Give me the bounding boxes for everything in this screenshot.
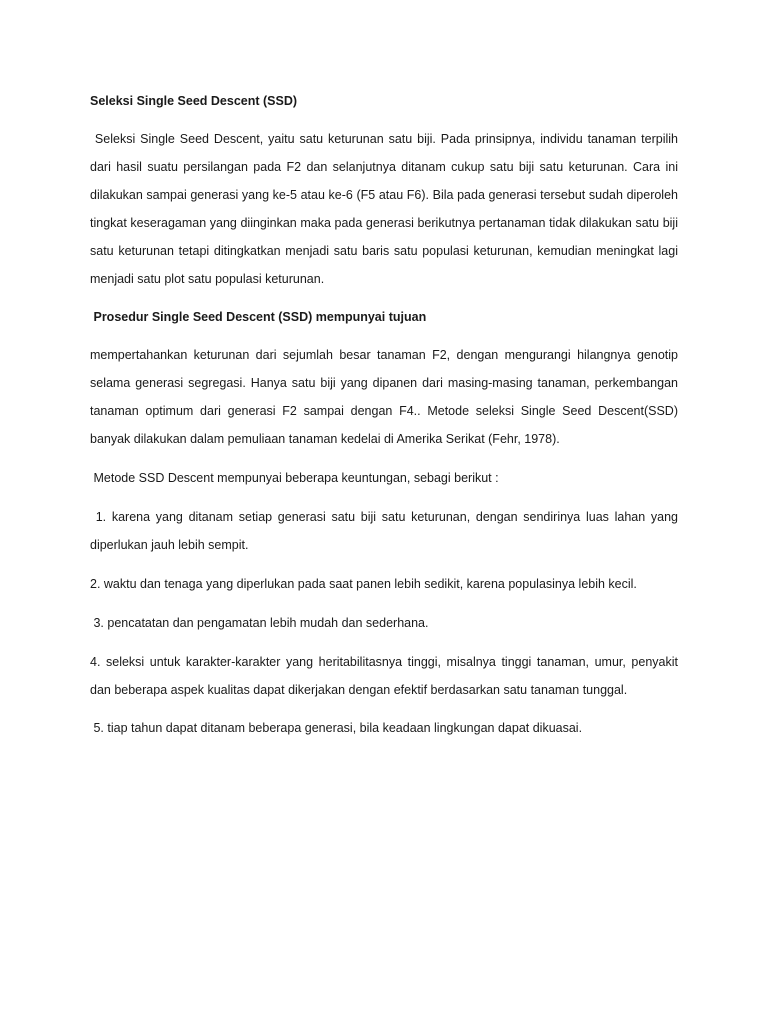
advantage-item-5: 5. tiap tahun dapat ditanam beberapa generasi, bila keadaan lingkungan dapat dikuasai. — [90, 721, 583, 736]
advantages-intro: Metode SSD Descent mempunyai beberapa keuntungan, sebagi berikut : — [90, 471, 499, 486]
advantage-item-3: 3. pencatatan dan pengamatan lebih mudah dan sederhana. — [90, 615, 429, 630]
advantage-item-2: 2. waktu dan tenaga yang diperlukan pada saat panen lebih sedikit, karena populasinya lebih kecil. — [90, 576, 637, 591]
document-title: Seleksi Single Seed Descent (SSD) — [90, 94, 298, 108]
intro-paragraph: Seleksi Single Seed Descent, yaitu satu keturunan satu biji. Pada prinsipnya, individu tanaman terpilih dari hasil suatu persilangan pada F2 dan selanjutnya ditanam cukup satu biji satu keturunan. Cara ini dilakukan sampai generasi yang ke-5 atau ke-6 (F5 atau F6). Bila pada generasi tersebut sudah diperoleh tingkat keseragaman yang diinginkan maka pada generasi berikutnya pertanaman tidak dilakukan satu biji satu keturunan tetapi ditingkatkan menjadi satu baris satu populasi keturunan, kemudian meningkat lagi menjadi satu plot satu populasi keturunan. — [90, 132, 682, 286]
advantage-item-4: 4. seleksi untuk karakter-karakter yang heritabilitasnya tinggi, misalnya tinggi tanaman, umur, penyakit dan beberapa aspek kualitas dapat dikerjakan dengan efektif berdasarkan satu tanaman tunggal. — [90, 654, 678, 697]
advantage-item-1: 1. karena yang ditanam setiap generasi satu biji satu keturunan, dengan sendirinya luas lahan yang diperlukan jauh lebih sempit. — [90, 509, 682, 552]
purpose-paragraph: mempertahankan keturunan dari sejumlah besar tanaman F2, dengan mengurangi hilangnya genotip selama generasi segregasi. Hanya satu biji yang dipanen dari masing-masing tanaman, perkembangan tanaman optimum dari generasi F2 sampai dengan F4.. Metode seleksi Single Seed Descent(SSD) banyak dilakukan dalam pemuliaan tanaman kedelai di Amerika Serikat (Fehr, 1978). — [90, 348, 678, 447]
procedure-heading: Prosedur Single Seed Descent (SSD) mempunyai tujuan — [90, 310, 427, 325]
document-content — [90, 88, 682, 743]
